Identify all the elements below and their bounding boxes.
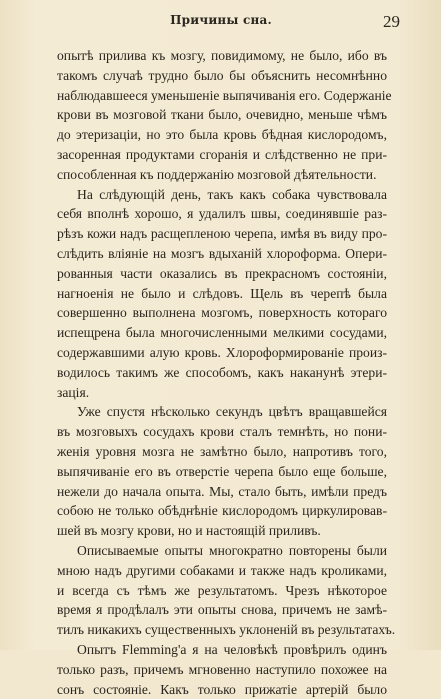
paragraph xyxy=(57,402,387,541)
paragraph xyxy=(57,541,387,640)
page-number: 29 xyxy=(383,12,400,32)
text-line: слѣдить вліяніе на мозгъ вдыханій хлороформа. Опери- xyxy=(57,244,387,264)
text-line: содержавшими алую кровь. Хлороформированіе произ- xyxy=(57,343,387,363)
text-line: Опытъ Flemming'а я на человѣкѣ провѣрилъ одинъ xyxy=(57,640,387,660)
text-line: водилось такимъ же способомъ, какъ наканунѣ этери- xyxy=(57,363,387,383)
text-line: Описываемые опыты многократно повторены были xyxy=(57,541,387,561)
paragraph xyxy=(57,640,387,699)
text-line: собою не только обѣднѣніе кислородомъ циркулировав- xyxy=(57,501,387,521)
text-line: и всегда съ тѣмъ же результатомъ. Чрезъ нѣкоторое xyxy=(57,581,387,601)
page-header xyxy=(42,13,400,35)
paragraph xyxy=(57,185,387,403)
paragraph xyxy=(57,46,387,185)
text-line: нагноенія не было и слѣдовъ. Щель въ черепѣ была xyxy=(57,284,387,304)
text-line: тилъ никакихъ существенныхъ уклоненій въ результатахъ. xyxy=(57,620,387,640)
text-line: зація. xyxy=(57,383,387,403)
running-title: Причины сна. xyxy=(42,13,400,27)
text-line: нежели до начала опыта. Мы, стало быть, имѣли предъ xyxy=(57,482,387,502)
text-line: рѣзъ кожи надъ расщепленою черепа, имѣя въ виду про- xyxy=(57,224,387,244)
text-line: себя вполнѣ хорошо, я удалилъ швы, соединявшіе раз- xyxy=(57,204,387,224)
text-line: такомъ случаѣ трудно было бы объяснить несомнѣнно xyxy=(57,66,387,86)
body-text xyxy=(57,46,387,699)
text-line: выпячиваніе его въ отверстіе черепа было еще больше, xyxy=(57,462,387,482)
text-line: На слѣдующій день, такъ какъ собака чувствовала xyxy=(57,185,387,205)
text-line: крови въ мозговой ткани было, очевидно, меньше чѣмъ xyxy=(57,105,387,125)
text-line: только разъ, причемъ мгновенно наступило похожее на xyxy=(57,660,387,680)
text-line: рованныя части оказались въ прекрасномъ состояніи, xyxy=(57,264,387,284)
text-line: Уже спустя нѣсколько секундъ цвѣтъ вращавшейся xyxy=(57,402,387,422)
text-line: засоренная продуктами сгоранія и слѣдственно не при- xyxy=(57,145,387,165)
text-line: женія уровня мозга не замѣтно было, напротивъ того, xyxy=(57,442,387,462)
text-line: мною надъ другими собаками и также надъ кроликами, xyxy=(57,561,387,581)
text-line: способленная къ поддержанію мозговой дѣятельности. xyxy=(57,165,387,185)
text-line: испещрена была многочисленными мелкими сосудами, xyxy=(57,323,387,343)
text-line: опытѣ прилива къ мозгу, повидимому, не было, ибо въ xyxy=(57,46,387,66)
text-line: совершенно выполнена мозгомъ, поверхность котораго xyxy=(57,303,387,323)
text-line: время я продѣлалъ эти опыты снова, причемъ не замѣ- xyxy=(57,600,387,620)
text-line: сонъ состояніе. Какъ только прижатіе артерій было xyxy=(57,680,387,699)
text-line: наблюдавшееся уменьшеніе выпячиванія его. Содержаніе xyxy=(57,86,387,106)
text-line: въ мозговыхъ сосудахъ крови сталъ темнѣть, но пони- xyxy=(57,422,387,442)
text-line: до этеризаціи, но это была кровь бѣдная кислородомъ, xyxy=(57,125,387,145)
text-line: шей въ мозгу крови, но и настоящій приливъ. xyxy=(57,521,387,541)
